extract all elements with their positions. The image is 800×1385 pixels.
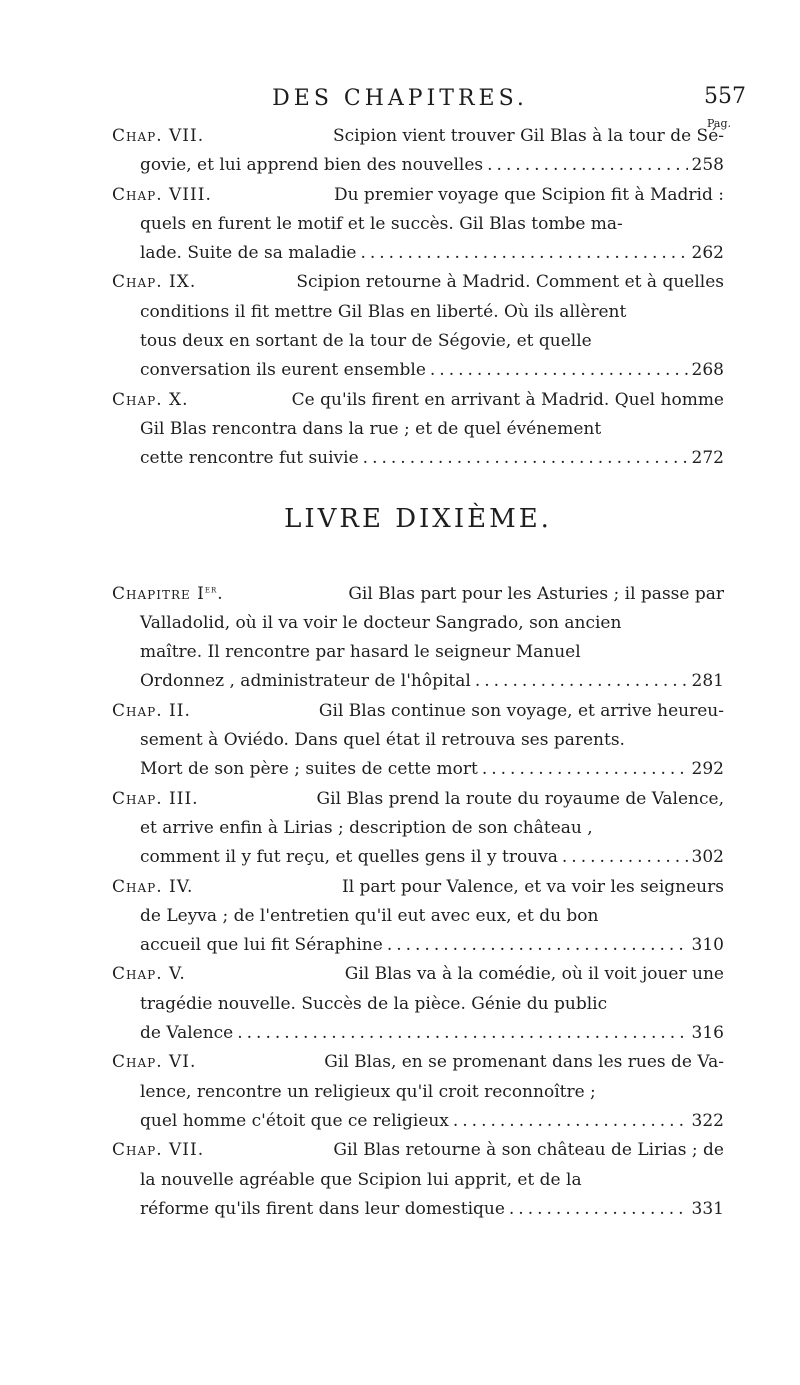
entry-line [112,386,724,415]
toc-entry [112,697,724,785]
running-title: DES CHAPITRES. [272,86,528,111]
entry-text: Scipion vient trouver Gil Blas à la tour de Sé- [332,126,724,146]
entry-text: de Leyva ; de l'entretien qu'il eut avec eux, et du bon [140,905,599,926]
entry-line [112,298,724,327]
entry-line [112,1136,724,1165]
entry-page-number: 322 [691,1110,724,1131]
entry-text: Valladolid, où il va voir le docteur Sangrado, son ancien [140,612,622,633]
entry-text: Gil Blas retourne à son château de Lirias ; de [333,1140,724,1161]
entry-page-number: 302 [691,847,724,868]
entry-text: govie, et lui apprend bien des nouvelles [140,155,484,176]
entry-page-number: 262 [691,243,724,264]
entry-page-number: 316 [691,1023,724,1044]
entry-text: conversation ils eurent ensemble [140,360,426,381]
entry-text: la nouvelle agréable que Scipion lui apprit, et de la [140,1169,582,1190]
entry-line [112,181,724,210]
dot-leader [237,1019,687,1048]
entry-line [112,1195,724,1224]
entry-line [112,843,724,872]
entry-line [112,1019,724,1048]
entry-line [112,931,724,960]
chapter-label: Chap. V. [112,964,186,985]
entry-text: Du premier voyage que Scipion fit à Madrid : [333,184,724,205]
book-heading: LIVRE DIXIÈME. [284,503,552,534]
entry-text: tragédie nouvelle. Succès de la pièce. Génie du public [140,993,608,1014]
entry-line [112,580,724,609]
entry-line [112,239,724,268]
toc-entry [112,386,724,474]
entry-text: Gil Blas prend la route du royaume de Valence, [316,788,724,809]
chapter-label: Chap. III. [112,788,199,809]
toc-entry [112,1136,724,1224]
entry-text: Gil Blas rencontra dans la rue ; et de quel événement [140,418,602,439]
page-number: 557 [704,84,746,109]
entry-line [112,638,724,667]
entry-line [112,873,724,902]
entry-line [112,151,724,180]
dot-leader [387,931,688,960]
entry-text: accueil que lui fit Séraphine [140,935,383,956]
entry-line [112,667,724,696]
entry-line [112,990,724,1019]
entry-text: lade. Suite de sa maladie [140,243,357,264]
toc-entry [112,873,724,961]
dot-leader [453,1107,688,1136]
dot-leader [363,444,688,473]
entry-text: Gil Blas continue son voyage, et arrive heureu- [318,700,724,721]
chapter-label: Chapitre Ier. [112,583,224,604]
entry-page-number: 292 [691,759,724,780]
entry-text: quels en furent le motif et le succès. Gil Blas tombe ma- [140,213,623,234]
entry-text: Il part pour Valence, et va voir les seigneurs [341,876,724,897]
chapter-label: Chap. VIII. [112,184,212,205]
entry-line [112,268,724,297]
entries-before [112,122,724,474]
entry-text: Ce qu'ils firent en arrivant à Madrid. Quel homme [291,389,724,410]
entry-page-number: 268 [691,360,724,381]
chapter-label: Chap. X. [112,389,189,410]
entry-line [112,1078,724,1107]
entry-text: Ordonnez , administrateur de l'hôpital [140,671,471,692]
entry-page-number: 310 [691,935,724,956]
entry-page-number: 281 [691,671,724,692]
table-of-contents [112,122,724,1224]
chapter-label: Chap. VII. [112,126,205,146]
entry-text: tous deux en sortant de la tour de Ségovie, et quelle [140,331,592,352]
toc-entry [112,1048,724,1136]
entry-line [112,609,724,638]
entry-page-number: 258 [691,155,724,176]
entry-text: comment il y fut reçu, et quelles gens il y trouva [140,847,558,868]
entry-line [112,356,724,385]
entry-line [112,785,724,814]
entry-text: conditions il fit mettre Gil Blas en liberté. Où ils allèrent [140,301,627,322]
entry-text: Gil Blas part pour les Asturies ; il passe par [348,583,724,604]
entry-line [112,444,724,473]
dot-leader [482,755,688,784]
chapter-label: Chap. VI. [112,1052,197,1073]
toc-entry [112,268,724,385]
toc-entry [112,122,724,181]
entry-line [112,210,724,239]
entry-line [112,1107,724,1136]
entry-text: réforme qu'ils firent dans leur domestique [140,1198,505,1219]
entry-line [112,122,724,151]
chapter-label: Chap. IV. [112,876,194,897]
entry-text: quel homme c'étoit que ce religieux [140,1110,449,1131]
entry-text: maître. Il rencontre par hasard le seigneur Manuel [140,642,581,663]
entry-text: et arrive enfin à Lirias ; description de son château , [140,817,593,838]
entry-line [112,902,724,931]
entry-line [112,755,724,784]
entry-text: Gil Blas va à la comédie, où il voit jouer une [344,964,724,985]
chapter-label: Chap. IX. [112,272,197,293]
entry-page-number: 272 [691,448,724,469]
toc-entry [112,960,724,1048]
dot-leader [509,1195,688,1224]
page-column-label: Pag. [707,117,732,130]
entry-text: sement à Oviédo. Dans quel état il retrouva ses parents. [140,730,625,751]
entry-line [112,327,724,356]
entry-line [112,415,724,444]
chapter-label: Chap. II. [112,700,191,721]
toc-entry [112,785,724,873]
entry-text: cette rencontre fut suivie [140,448,359,469]
entry-line [112,814,724,843]
toc-entry [112,181,724,269]
chapter-label: Chap. VII. [112,1140,205,1161]
dot-leader [487,151,687,180]
dot-leader [430,356,688,385]
dot-leader [475,667,688,696]
toc-entry [112,580,724,697]
entry-line [112,697,724,726]
entries-after [112,580,724,1225]
dot-leader [562,843,688,872]
entry-line [112,960,724,989]
entry-text: Gil Blas, en se promenant dans les rues de Va- [324,1052,724,1073]
entry-page-number: 331 [691,1198,724,1219]
dot-leader [360,239,687,268]
entry-text: Scipion retourne à Madrid. Comment et à quelles [296,272,724,293]
entry-text: de Valence [140,1023,234,1044]
entry-text: Mort de son père ; suites de cette mort [140,759,478,780]
entry-line [112,726,724,755]
entry-text: lence, rencontre un religieux qu'il croit reconnoître ; [140,1081,596,1102]
entry-line [112,1166,724,1195]
entry-line [112,1048,724,1077]
